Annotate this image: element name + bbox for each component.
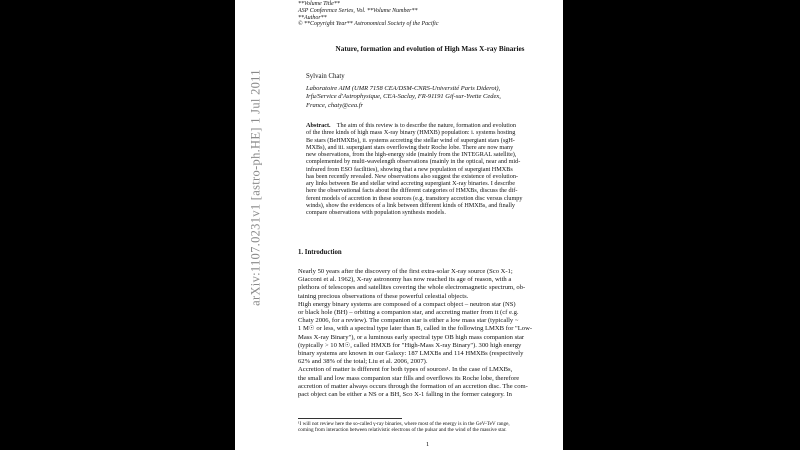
abstract-line: MXBs), and iii. supergiant stars overflowing their Roche lobe. There are now many — [306, 143, 514, 151]
abstract-line: here the observational facts about the different categories of HMXBs, discuss the dif- — [306, 187, 518, 195]
abstract-line: compare observations with population synthesis models. — [306, 209, 446, 216]
author-placeholder: **Author** — [298, 14, 327, 21]
body-line: binary systems are known in our Galaxy: 187 LMXBs and 114 HMXBs (respectively — [298, 350, 524, 358]
abstract-line: ferent models of accretion in these sources (e.g. transitory accretion disc versus clumpy — [306, 194, 523, 202]
body-line: 62% and 38% of the total; Liu et al. 2006, 2007). — [298, 358, 428, 366]
body-line: Chaty 2006, for a review). The companion star is either a low mass star (typically ~ — [298, 317, 519, 325]
arxiv-stamp-text: arXiv:1107.0231v1 [astro-ph.HE] 1 Jul 2011 — [248, 69, 263, 306]
abstract-first-line — [306, 122, 564, 129]
abstract-line: of the three kinds of high mass X-ray binary (HMXB) population: i. systems hosting — [306, 129, 516, 137]
footnote — [298, 421, 510, 434]
body-line: taining precious observations of these powerful celestial objects. — [298, 292, 469, 300]
body-line: Giacconi et al. 1962), X-ray astronomy has now reached its age of reason, with a — [298, 276, 512, 284]
body-line: the small and low mass companion star fills and overflows its Roche lobe, therefore — [298, 374, 520, 382]
abstract-line: Be stars (BeHMXBs), ii. systems accreting the stellar wind of supergiant stars (sgH- — [306, 136, 515, 144]
body-line: Mass X-ray Binary"), or a luminous early spectral type OB high mass companion star — [298, 333, 525, 341]
footnote-line: ¹I will not review here the so-called γ-ray binaries, where most of the energy is in the GeV-TeV range, — [298, 421, 510, 427]
abstract-label: Abstract. — [306, 122, 331, 129]
volume-title: **Volume Title** — [298, 1, 340, 7]
section-heading-introduction: 1. Introduction — [298, 249, 342, 256]
copyright-line: © **Copyright Year** Astronomical Society of the Pacific — [298, 21, 439, 28]
series-line: ASP Conference Series, Vol. **Volume Number** — [298, 7, 418, 14]
affiliation-line: Irfu/Service d'Astrophysique, CEA-Saclay, FR-91191 Gif-sur-Yvette Cedex, — [306, 93, 501, 101]
abstract-line: complemented by multi-wavelength observations (mainly in the optical, near and mid- — [306, 158, 521, 166]
affiliation — [306, 85, 501, 110]
abstract-line: new observations, from the high-energy side (mainly from the INTEGRAL satellite), — [306, 151, 517, 158]
introduction-body — [298, 268, 564, 399]
author-name: Sylvain Chaty — [306, 73, 345, 80]
affiliation-line: Laboratoire AIM (UMR 7158 CEA/DSM-CNRS-Université Paris Diderot), — [306, 85, 501, 92]
footnote-rule — [298, 418, 402, 419]
affiliation-line: France, chaty@cea.fr — [306, 101, 364, 109]
abstract-line: ary links between Be and stellar wind accreting supergiant X-ray binaries. I describe — [306, 180, 515, 187]
abstract-line: has been recently revealed. New observations also suggest the existence of evolution- — [306, 172, 519, 180]
conference-header — [298, 1, 439, 28]
body-line: plethora of telescopes and satellites covering the whole electromagnetic spectrum, ob- — [298, 284, 526, 292]
abstract-line: winds), show the evidences of a link between different kinds of HMXBs, and finally — [306, 201, 516, 209]
body-line: (typically > 10 M☉, called HMXB for "High-Mass X-ray Binary"). 300 high energy — [298, 341, 522, 349]
page-number: 1 — [426, 441, 430, 448]
body-line: Nearly 50 years after the discovery of the first extra-solar X-ray source (Sco X-1; — [298, 268, 513, 275]
abstract-line: infrared from ESO facilities), showing that a new population of supergiant HMXBs — [306, 165, 513, 173]
body-line: or black hole (BH) – orbiting a companion star, and accreting matter from it (cf e.g. — [298, 309, 519, 317]
body-line: accretion of matter always occurs through the formation of an accretion disc. The com- — [298, 382, 528, 390]
abstract-line: The aim of this review is to describe the nature, formation and evolution — [336, 122, 516, 129]
body-line: High energy binary systems are composed of a compact object – neutron star (NS) — [298, 300, 516, 308]
body-line: Accretion of matter is different for both types of sources¹. In the case of LMXBs, — [298, 366, 513, 374]
body-line: pact object can be either a NS or a BH, Sco X-1 falling in the former category. In — [298, 391, 512, 399]
footnote-line: coming from interaction between relativistic electrons of the pulsar and the wind of the massive star. — [298, 427, 507, 434]
abstract — [306, 122, 564, 216]
paper-title: Nature, formation and evolution of High Mass X-ray Binaries — [335, 45, 525, 53]
body-line: 1 M☉ or less, with a spectral type later than B, called in the following LMXB for "Low- — [298, 325, 533, 333]
